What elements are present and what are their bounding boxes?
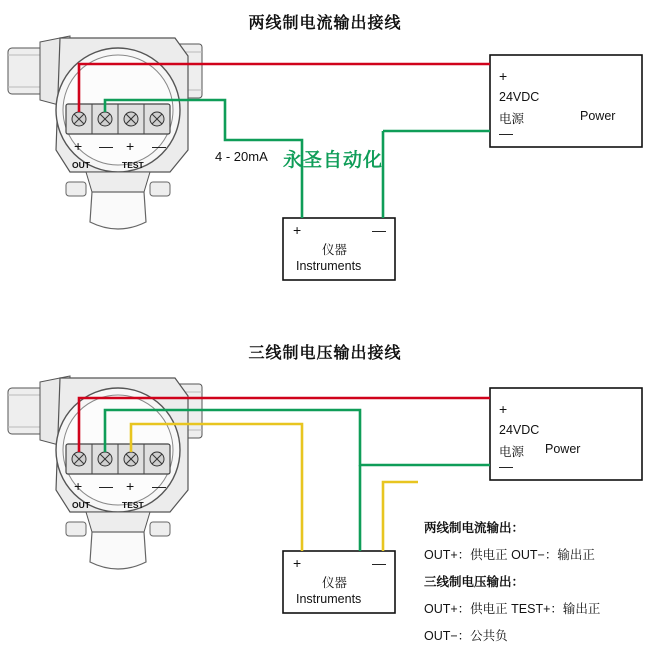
note-line-4: OUT+：供电正 TEST+：输出正 bbox=[424, 602, 601, 616]
instrument-minus-bottom: — bbox=[372, 555, 386, 571]
power-label-cn-bottom: 电源 bbox=[499, 445, 525, 459]
current-range-label: 4 - 20mA bbox=[215, 149, 268, 164]
terminal-sign-2-top: — bbox=[99, 138, 113, 154]
note-line-5: OUT−：公共负 bbox=[424, 629, 508, 643]
instrument-label-en-top: Instruments bbox=[296, 259, 362, 273]
terminal-sign-3-top: + bbox=[126, 138, 135, 154]
yellow-wire-bottom-right bbox=[383, 482, 418, 551]
instrument-plus-bottom: + bbox=[293, 555, 302, 571]
power-plus-top: + bbox=[499, 68, 508, 84]
power-label-cn-top: 电源 bbox=[499, 112, 525, 126]
power-voltage-bottom: 24VDC bbox=[499, 423, 540, 437]
terminal-test-label-bottom: TEST bbox=[122, 500, 144, 510]
power-label-en-bottom: Power bbox=[545, 442, 581, 456]
terminal-sign-1-bottom: + bbox=[74, 478, 83, 494]
power-label-en-top: Power bbox=[580, 109, 616, 123]
terminal-out-label-bottom: OUT bbox=[72, 500, 90, 510]
transmitter-bottom bbox=[8, 376, 202, 569]
note-line-2: OUT+：供电正 OUT−：输出正 bbox=[424, 548, 595, 562]
note-line-1: 两线制电流输出： bbox=[424, 521, 525, 535]
terminal-sign-4-top: — bbox=[152, 138, 166, 154]
instrument-label-cn-top: 仪器 bbox=[322, 243, 348, 257]
instrument-minus-top: — bbox=[372, 222, 386, 238]
page-title-bottom: 三线制电压输出接线 bbox=[248, 345, 402, 362]
page-title-top: 两线制电流输出接线 bbox=[248, 15, 402, 32]
terminal-test-label-top: TEST bbox=[122, 160, 144, 170]
power-voltage-top: 24VDC bbox=[499, 90, 540, 104]
watermark-text: 永圣自动化 bbox=[283, 150, 384, 171]
terminal-sign-1-top: + bbox=[74, 138, 83, 154]
power-plus-bottom: + bbox=[499, 401, 508, 417]
instrument-label-cn-bottom: 仪器 bbox=[322, 576, 348, 590]
instrument-label-en-bottom: Instruments bbox=[296, 592, 362, 606]
terminal-out-label-top: OUT bbox=[72, 160, 90, 170]
terminal-sign-2-bottom: — bbox=[99, 478, 113, 494]
power-minus-bottom: — bbox=[499, 458, 513, 474]
instrument-plus-top: + bbox=[293, 222, 302, 238]
terminal-sign-4-bottom: — bbox=[152, 478, 166, 494]
power-minus-top: — bbox=[499, 125, 513, 141]
note-line-3: 三线制电压输出： bbox=[424, 575, 525, 589]
terminal-sign-3-bottom: + bbox=[126, 478, 135, 494]
